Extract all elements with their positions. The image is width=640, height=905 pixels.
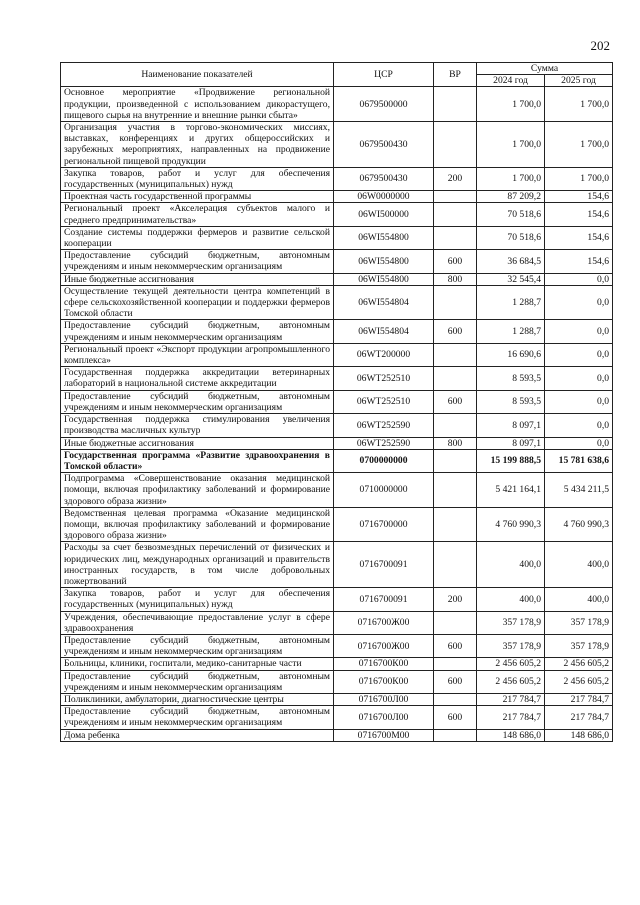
table-row [61,226,613,249]
row-csr: 0716700Ж00 [334,611,434,634]
row-sum-2025: 0,0 [545,390,613,413]
row-sum-2024: 4 760 990,3 [477,507,545,542]
row-vr [434,473,477,508]
table-row [61,273,613,285]
row-vr: 800 [434,273,477,285]
table-row [61,390,613,413]
row-sum-2024: 1 700,0 [477,87,545,122]
row-sum-2024: 36 684,5 [477,250,545,273]
row-sum-2025: 1 700,0 [545,87,613,122]
table-row [61,611,613,634]
row-vr [434,191,477,203]
table-row [61,658,613,670]
row-csr: 0716700Л00 [334,706,434,729]
table-row [61,343,613,366]
row-name: Учреждения, обеспечивающие предоставление услуг в сфере здравоохранения [61,611,334,634]
row-name: Закупка товаров, работ и услуг для обеспечения государственных (муниципальных) нужд [61,167,334,190]
row-csr: 0716700М00 [334,729,434,741]
table-row [61,122,613,168]
row-sum-2024: 15 199 888,5 [477,449,545,472]
row-sum-2024: 2 456 605,2 [477,658,545,670]
row-name: Предоставление субсидий бюджетным, автономным учреждениям и иным некоммерческим организациям [61,670,334,693]
header-year-2024: 2024 год [477,75,545,87]
row-sum-2025: 400,0 [545,588,613,611]
row-sum-2025: 0,0 [545,343,613,366]
row-name: Осуществление текущей деятельности центра компетенций в сфере сельскохозяйственной кооперации и поддержки фермеров Томской области [61,285,334,320]
table-row [61,670,613,693]
budget-table [60,62,613,742]
row-name: Иные бюджетные ассигнования [61,273,334,285]
row-name: Подпрограмма «Совершенствование оказания медицинской помощи, включая профилактику заболеваний и формирование здорового образа жизни» [61,473,334,508]
row-sum-2024: 217 784,7 [477,693,545,705]
row-csr: 06WT200000 [334,343,434,366]
row-name: Предоставление субсидий бюджетным, автономным учреждениям и иным некоммерческим организациям [61,634,334,657]
row-sum-2025: 1 700,0 [545,167,613,190]
table-row [61,693,613,705]
row-name: Государственная программа «Развитие здравоохранения в Томской области» [61,449,334,472]
row-vr [434,729,477,741]
table-row [61,588,613,611]
row-vr [434,367,477,390]
row-csr: 0679500000 [334,87,434,122]
row-csr: 06WT252510 [334,367,434,390]
row-sum-2025: 2 456 605,2 [545,670,613,693]
row-sum-2025: 0,0 [545,273,613,285]
row-csr: 0716700К00 [334,670,434,693]
row-csr: 0716700091 [334,588,434,611]
row-vr [434,122,477,168]
table-row [61,203,613,226]
row-sum-2024: 1 700,0 [477,167,545,190]
row-name: Иные бюджетные ассигнования [61,437,334,449]
table-row [61,706,613,729]
table-row [61,285,613,320]
row-vr [434,343,477,366]
header-vr: ВР [434,63,477,87]
row-vr: 600 [434,320,477,343]
row-vr: 200 [434,588,477,611]
row-csr: 06WT252510 [334,390,434,413]
row-csr: 0700000000 [334,449,434,472]
table-row [61,507,613,542]
row-csr: 06WI554804 [334,285,434,320]
row-sum-2025: 5 434 211,5 [545,473,613,508]
row-name: Основное мероприятие «Продвижение региональной продукции, произведенной с использованием дикорастущего, пищевого сырья на внутренние и внешние рынки сбыта» [61,87,334,122]
row-csr: 06WI554800 [334,250,434,273]
table-row [61,167,613,190]
row-sum-2025: 154,6 [545,203,613,226]
row-sum-2025: 154,6 [545,250,613,273]
row-sum-2024: 32 545,4 [477,273,545,285]
row-name: Ведомственная целевая программа «Оказание медицинской помощи, включая профилактику заболеваний и формирование здорового образа жизни» [61,507,334,542]
row-vr [434,285,477,320]
row-csr: 0716700000 [334,507,434,542]
row-sum-2025: 0,0 [545,414,613,437]
row-sum-2024: 400,0 [477,542,545,588]
row-csr: 0716700Ж00 [334,634,434,657]
row-name: Расходы за счет безвозмездных перечислений от физических и юридических лиц, международных организаций и правительств иностранных государств, в том числе добровольных пожертвований [61,542,334,588]
row-sum-2025: 357 178,9 [545,634,613,657]
row-sum-2024: 148 686,0 [477,729,545,741]
row-name: Предоставление субсидий бюджетным, автономным учреждениям и иным некоммерческим организациям [61,706,334,729]
row-name: Дома ребенка [61,729,334,741]
row-sum-2024: 16 690,6 [477,343,545,366]
row-sum-2025: 0,0 [545,285,613,320]
header-sum: Сумма [477,63,613,75]
row-sum-2024: 400,0 [477,588,545,611]
row-sum-2025: 0,0 [545,437,613,449]
row-name: Организация участия в торгово-экономических миссиях, выставках, конференциях и других общероссийских и зарубежных мероприятиях, направленных на продвижение региональной пищевой продукции [61,122,334,168]
row-name: Проектная часть государственной программы [61,191,334,203]
row-sum-2024: 357 178,9 [477,634,545,657]
header-year-2025: 2025 год [545,75,613,87]
row-csr: 06W0000000 [334,191,434,203]
row-vr: 600 [434,706,477,729]
table-row [61,320,613,343]
row-name: Предоставление субсидий бюджетным, автономным учреждениям и иным некоммерческим организациям [61,390,334,413]
row-sum-2025: 217 784,7 [545,706,613,729]
row-vr [434,611,477,634]
row-csr: 0679500430 [334,167,434,190]
row-vr: 600 [434,250,477,273]
row-csr: 0679500430 [334,122,434,168]
row-csr: 0716700К00 [334,658,434,670]
row-sum-2025: 2 456 605,2 [545,658,613,670]
row-csr: 0716700Л00 [334,693,434,705]
row-vr [434,449,477,472]
row-vr: 600 [434,670,477,693]
row-csr: 06WI554800 [334,226,434,249]
row-sum-2025: 154,6 [545,226,613,249]
row-sum-2024: 87 209,2 [477,191,545,203]
row-sum-2025: 0,0 [545,320,613,343]
table-row [61,367,613,390]
row-vr: 800 [434,437,477,449]
table-row [61,437,613,449]
table-row [61,449,613,472]
row-vr [434,542,477,588]
table-row [61,250,613,273]
row-vr: 600 [434,634,477,657]
row-sum-2024: 217 784,7 [477,706,545,729]
row-csr: 0716700091 [334,542,434,588]
row-csr: 06WI500000 [334,203,434,226]
row-sum-2025: 357 178,9 [545,611,613,634]
row-name: Закупка товаров, работ и услуг для обеспечения государственных (муниципальных) нужд [61,588,334,611]
row-csr: 06WT252590 [334,414,434,437]
row-vr [434,226,477,249]
row-sum-2024: 2 456 605,2 [477,670,545,693]
table-row [61,87,613,122]
row-sum-2024: 5 421 164,1 [477,473,545,508]
row-csr: 0710000000 [334,473,434,508]
row-sum-2025: 154,6 [545,191,613,203]
row-vr [434,693,477,705]
row-name: Государственная поддержка аккредитации ветеринарных лабораторий в национальной системе аккредитации [61,367,334,390]
row-name: Поликлиники, амбулатории, диагностические центры [61,693,334,705]
table-body [61,87,613,741]
row-vr [434,507,477,542]
row-sum-2024: 70 518,6 [477,203,545,226]
table-row [61,729,613,741]
row-sum-2025: 400,0 [545,542,613,588]
row-name: Региональный проект «Экспорт продукции агропромышленного комплекса» [61,343,334,366]
row-sum-2024: 8 097,1 [477,437,545,449]
row-sum-2025: 0,0 [545,367,613,390]
header-name: Наименование показателей [61,63,334,87]
table-row [61,414,613,437]
row-vr [434,87,477,122]
row-name: Создание системы поддержки фермеров и развитие сельской кооперации [61,226,334,249]
page-number: 202 [590,38,610,53]
row-name: Предоставление субсидий бюджетным, автономным учреждениям и иным некоммерческим организациям [61,250,334,273]
row-sum-2025: 1 700,0 [545,122,613,168]
row-sum-2024: 1 700,0 [477,122,545,168]
row-name: Больницы, клиники, госпитали, медико-санитарные части [61,658,334,670]
row-sum-2025: 148 686,0 [545,729,613,741]
row-name: Предоставление субсидий бюджетным, автономным учреждениям и иным некоммерческим организациям [61,320,334,343]
row-sum-2024: 8 593,5 [477,367,545,390]
header-csr: ЦСР [334,63,434,87]
table-row [61,473,613,508]
row-sum-2025: 15 781 638,6 [545,449,613,472]
row-vr [434,414,477,437]
table-row [61,191,613,203]
row-sum-2025: 4 760 990,3 [545,507,613,542]
row-csr: 06WT252590 [334,437,434,449]
row-sum-2024: 1 288,7 [477,285,545,320]
table-row [61,634,613,657]
row-name: Государственная поддержка стимулирования увеличения производства масличных культур [61,414,334,437]
row-csr: 06WI554800 [334,273,434,285]
table-row [61,542,613,588]
row-sum-2024: 70 518,6 [477,226,545,249]
row-vr [434,658,477,670]
row-sum-2024: 1 288,7 [477,320,545,343]
row-sum-2025: 217 784,7 [545,693,613,705]
row-vr [434,203,477,226]
row-vr: 600 [434,390,477,413]
row-sum-2024: 8 593,5 [477,390,545,413]
row-vr: 200 [434,167,477,190]
row-sum-2024: 357 178,9 [477,611,545,634]
row-sum-2024: 8 097,1 [477,414,545,437]
row-csr: 06WI554804 [334,320,434,343]
row-name: Региональный проект «Акселерация субъектов малого и среднего предпринимательства» [61,203,334,226]
